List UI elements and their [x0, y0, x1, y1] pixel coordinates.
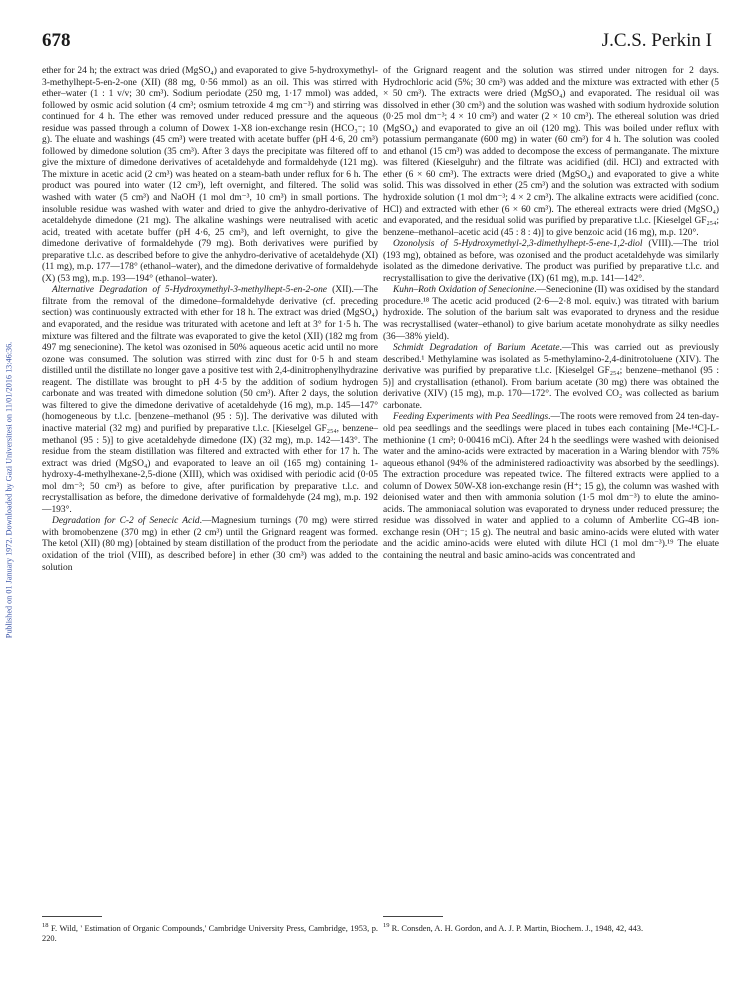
paragraph: [383, 343, 719, 412]
paragraph: [42, 285, 378, 516]
download-watermark: [2, 190, 16, 790]
footnote: [42, 921, 378, 944]
download-watermark-text: Published on 01 January 1972. Downloaded by Gazi Universitesi on 11/01/2016 13:46:36.: [4, 341, 14, 639]
journal-title: J.C.S. Perkin I: [601, 30, 712, 51]
paragraph-body: (XII).—The filtrate from the removal of the dimedone–formaldehyde derivative (cf. preceding section) was continuously extracted with ether for 18 h. The extract was dried (MgSO₄) and evaporated, and the residue was triturated with acetone and left at 3° for 1·5 h. The mixture was filtered and the filtrate was evaporated to give the ketol (XII) (182 mg from 497 mg senecionine). The ketol was ozonised in 50% aqueous acetic acid until no more ozone was consumed. The solution was stirred with zinc dust for 0·5 h and steam distilled until the distillate no longer gave a positive test with 2,4-dinitrophenylhydrazine reagent. The distillate was brought to pH 4·5 by the addition of sodium hydrogen carbonate and was treated with dimedone solution (50 cm³). After 2 days, the solution was filtered to give the dimedone derivative of acetaldehyde (16 mg), m.p. 145—147° (homogeneous by t.l.c. [benzene–methanol (95 : 5)]. The derivative was diluted with inactive material (32 mg) and purified by preparative t.l.c. [Kieselgel GF₂₅₄, benzene–methanol (95 : 5)] to give acetaldehyde dimedone (IX) (32 mg), m.p. 142—143°. The residue from the steam distillation was filtered and extracted with ether for 17 h. The extract was dried (MgSO₄) and evaporated to leave an oil (165 mg) containing 1-hydroxy-4-methylhexane-2,5-dione (XIII), which was oxidised with periodic acid (0·05 mol dm⁻³; 50 cm³) as before to give, after purification by preparative t.l.c. and recrystallisation as before, the dimedone derivative of formaldehyde (24 mg), m.p. 192—193°.: [42, 285, 379, 515]
paragraph: of the Grignard reagent and the solution was stirred under nitrogen for 2 days. Hydrochloric acid (5%; 30 cm³) was added and the mixture was extracted with ether (5 × 50 cm³). The extracts were dried (MgSO₄) and evaporated. The residual oil was dissolved in ether (30 cm³) and the solution was washed with sodium hydroxide solution (0·25 mol dm⁻³; 4 × 10 cm³) and water (2 × 10 cm³). The ethereal solution was dried (MgSO₄) and evaporated to give an oil (120 mg). This was boiled under reflux with potassium permanganate (600 mg) in water (60 cm³) for 4 h. The solution was cooled and ethanol (15 cm³) was added to decompose the excess of permanganate. The mixture was filtered (Kieselguhr) and the filtrate was acidified (dil. HCl) and extracted with ether (6 × 60 cm³). The extracts were dried (MgSO₄) and evaporated to give a white solid. This was dissolved in ether (25 cm³) and the solution was extracted with sodium hydroxide solution (1 mol dm⁻³; 4 × 2 cm³). The alkaline extracts were acidified (conc. HCl) and extracted with ether (6 × 60 cm³). The ethereal extracts were dried (MgSO₄) and evaporated, and the residual solid was purified by preparative t.l.c. [Kieselgel GF₂₅₄; benzene–methanol–acetic acid (45 : 8 : 4)] to give benzoic acid (16 mg), m.p. 120°.: [383, 66, 719, 238]
footnote-marker: 19: [383, 922, 390, 929]
section-heading: Degradation for C-2 of Senecic Acid: [52, 516, 200, 527]
page-header: [42, 30, 712, 56]
footnote: [383, 921, 719, 934]
paragraph: ether for 24 h; the extract was dried (MgSO₄) and evaporated to give 5-hydroxymethyl-3-methylhept-5-en-2-one (XII) (88 mg, 0·56 mmol) as an oil. This was stirred with ether–water (1 : 1 v/v; 30 cm³). Sodium periodate (250 mg, 1·17 mmol) was added, followed by osmic acid solution (4 cm³; osmium tetroxide 4 mg cm⁻³) and stirring was continued for 4 h. The ether was removed under reduced pressure and the aqueous residue was passed through a column of Dowex 1-X8 ion-exchange resin (HCO₃⁻; 10 g). The eluate and washings (45 cm³) were treated with acetate buffer (pH 4·6, 20 cm³) followed by dimedone solution (35 cm³). After 3 days the precipitate was filtered off to give the mixture of dimedone derivatives of acetaldehyde and formaldehyde (121 mg). The mixture in acetic acid (2 cm³) was heated on a steam-bath under reflux for 6 h. The product was poured into water (12 cm³), left overnight, and filtered. The solid was washed with water (5 cm³) and NaOH (1 mol dm⁻³, 10 cm³) in small portions. The insoluble residue was washed with water and dried to give the anhydro-derivative of acetaldehyde dimedone (21 mg). The alkaline washings were neutralised with acetic acid, treated with acetate buffer (pH 4·6, 25 cm³), and left overnight, to give the dimedone derivative of formaldehyde (79 mg). Both derivatives were purified by preparative t.l.c. as described before to give the anhydro-derivative of acetaldehyde (XI) (11 mg), m.p. 177—178° (ethanol–water), and the dimedone derivative of formaldehyde (X) (53 mg), m.p. 193—194° (ethanol–water).: [42, 66, 378, 284]
paragraph: [42, 516, 378, 574]
section-heading: Alternative Degradation of 5-Hydroxymethyl-3-methylhept-5-en-2-one: [52, 285, 328, 296]
section-heading: Kuhn–Roth Oxidation of Senecionine: [393, 285, 535, 296]
paragraph-body: .—Senecionine (II) was oxidised by the standard procedure.¹⁸ The acetic acid produced (2·6—2·8 mol. equiv.) was titrated with barium hydroxide. The solution of the barium salt was evaporated to dryness and the residue was recrystallised (water–ethanol) to give barium acetate monohydrate as silky needles (36—38% yield).: [383, 285, 719, 342]
footnote-divider: [42, 916, 102, 917]
paragraph-body: .—Magnesium turnings (70 mg) were stirred with bromobenzene (370 mg) in ether (2 cm³) until the Grignard reagent was formed. The ketol (XII) (80 mg) [obtained by steam distillation of the product from the periodate oxidation of the triol (VIII), as described before] in ether (30 cm³) was added to the solution: [42, 516, 378, 573]
paragraph-body: .—This was carried out as previously described.¹ Methylamine was isolated as 5-methylamino-2,4-dinitrotoluene (XIV). The derivative was purified by preparative t.l.c. [Kieselgel GF₂₅₄; benzene–methanol (95 : 5)] and crystallisation (ethanol). From barium acetate (30 mg) there was obtained the derivative (XIV) (15 mg), m.p. 170—172°. The evolved CO₂ was collected as barium carbonate.: [383, 343, 719, 411]
left-column: [42, 66, 378, 574]
section-heading: Schmidt Degradation of Barium Acetate: [393, 343, 560, 354]
right-column: [383, 66, 719, 563]
paragraph: [383, 412, 719, 562]
footnote-text: F. Wild, ' Estimation of Organic Compounds,' Cambridge University Press, Cambridge, 1953, p. 220.: [42, 923, 378, 944]
footnote-divider: [383, 916, 443, 917]
section-heading: Ozonolysis of 5-Hydroxymethyl-2,3-dimethylhept-5-ene-1,2-diol: [393, 239, 643, 250]
paragraph-body: .—The roots were removed from 24 ten-day-old pea seedlings and the seedlings were placed in tubes each containing [Me-¹⁴C]-L-methionine (1 cm³; 0·00416 mCi). After 24 h the seedlings were washed with deionised water and the amino-acids were extracted by maceration in a Waring blendor with 75% aqueous ethanol (94% of the administered radioactivity was absorbed by the seedlings). The extraction procedure was repeated twice. The filtered extracts were applied to a column of Dowex 50W-X8 ion-exchange resin (H⁺; 15 g), the column was washed with deionised water and then with ammonia solution (1·5 mol dm⁻³) to elute the amino-acids. The ammoniacal solution was evaporated to dryness under reduced pressure; the residue was dissolved in water and applied to a column of Amberlite CG-4B ion-exchange resin (OH⁻; 15 g). The neutral and basic amino-acids were eluted with water and the acidic amino-acids were eluted with dilute HCl (1 mol dm⁻³).¹⁹ The eluate containing the neutral and basic amino-acids was concentrated and: [383, 412, 720, 561]
footnote-marker: 18: [42, 922, 49, 929]
paragraph: [383, 285, 719, 343]
page-number: 678: [42, 30, 71, 51]
section-heading: Feeding Experiments with Pea Seedlings: [393, 412, 549, 423]
footnote-text: R. Consden, A. H. Gordon, and A. J. P. Martin, Biochem. J., 1948, 42, 443.: [391, 923, 644, 933]
paragraph: [383, 239, 719, 285]
paragraph-body: (VIII).—The triol (193 mg), obtained as before, was ozonised and the product acetaldehyde was similarly isolated as the dimedone derivative. The product was purified by preparative t.l.c. and recrystallisation to give the derivative (IX) (61 mg), m.p. 141—142°.: [383, 239, 719, 284]
